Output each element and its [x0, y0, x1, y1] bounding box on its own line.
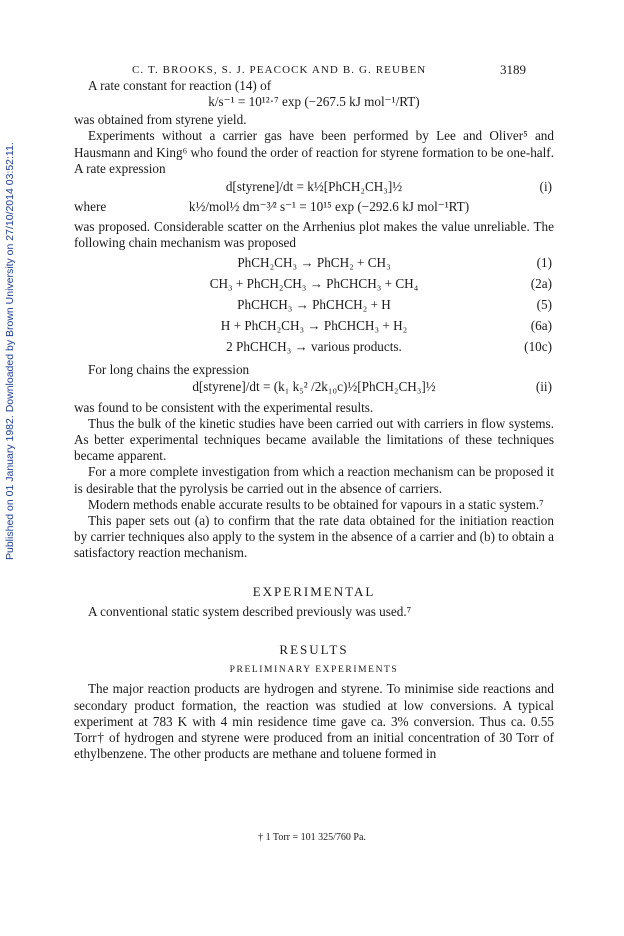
paragraph: A conventional static system described previously was used.⁷: [88, 603, 412, 619]
section-heading-results: RESULTS: [279, 642, 349, 658]
equation-tag: (1): [536, 255, 552, 271]
mechanism-step: [74, 297, 554, 318]
equation-tag: (i): [539, 179, 552, 195]
equation-ii: d[styrene]/dt = (k₁ k₅² /2k₁₀c)½[PhCH₂CH₃]½ (ii): [192, 378, 552, 394]
reaction-equation: PhCH₂CH₃ → PhCH₂ + CH₃: [237, 255, 391, 271]
paragraph: For long chains the expression: [88, 362, 250, 378]
reaction-equation: CH₃ + PhCH₂CH₃ → PhCHCH₃ + CH₄: [209, 276, 419, 292]
equation-tag: (10c): [524, 339, 552, 355]
equation-tag: (6a): [530, 318, 552, 334]
reaction-equation: 2 PhCHCH₃ → various products.: [226, 339, 402, 355]
equation-tag: (ii): [535, 378, 552, 394]
paragraph: Experiments without a carrier gas have been performed by Lee and Oliver⁵ and Hausmann and King⁶ who found the order of reaction for styrene formation to be one-half. A rate expression: [74, 128, 554, 176]
equation-i: d[styrene]/dt = k½[PhCH₂CH₃]½ (i): [225, 179, 552, 195]
reaction-mechanism: [74, 255, 554, 360]
paragraph: Modern methods enable accurate results to be obtained for vapours in a static system.⁷: [88, 496, 544, 512]
equation-rate-constant: k/s⁻¹ = 10¹²·⁷ exp (−267.5 kJ mol⁻¹/RT): [208, 94, 420, 110]
mechanism-step: [74, 276, 554, 297]
section-heading-experimental: EXPERIMENTAL: [252, 583, 376, 599]
mechanism-step: [74, 255, 554, 276]
mechanism-step: [74, 318, 554, 339]
paragraph: Thus the bulk of the kinetic studies have been carried out with carriers in flow systems. As better experimental techniques became available the limitations of these techniques became apparent.: [74, 415, 554, 464]
mechanism-step: [74, 339, 554, 360]
footnote: † 1 Torr = 101 325/760 Pa.: [258, 832, 366, 843]
paragraph: This paper sets out (a) to confirm that the rate data obtained for the initiation reaction by carrier techniques also apply to the system in the absence of a carrier and (b) to obtain a satisfactory reaction mechanism.: [74, 513, 554, 561]
subsection-heading-preliminary: PRELIMINARY EXPERIMENTS: [229, 665, 399, 676]
equation-tag: (2a): [530, 276, 552, 292]
reaction-equation: H + PhCH₂CH₃ → PhCHCH₃ + H₂: [220, 318, 408, 334]
where-label: where: [74, 199, 107, 215]
download-watermark: Published on 01 January 1982. Downloaded by Brown University on 27/10/2014 03:52:11.: [4, 142, 16, 560]
paragraph: was found to be consistent with the experimental results.: [74, 399, 374, 415]
paragraph: was proposed. Considerable scatter on the Arrhenius plot makes the value unreliable. The following chain mechanism was proposed: [74, 219, 554, 251]
equation-i-constant: where k½/mol½ dm⁻³⁄² s⁻¹ = 10¹⁵ exp (−292.6 kJ mol⁻¹RT): [74, 199, 470, 215]
paragraph: For a more complete investigation from which a reaction mechanism can be proposed it is desirable that the pyrolysis be carried out in the absence of carriers.: [74, 464, 554, 496]
page-number: 3189: [500, 62, 526, 77]
equation-tag: (5): [536, 297, 552, 313]
article-body: [74, 78, 554, 762]
reaction-equation: PhCHCH₃ → PhCHCH₂ + H: [237, 297, 391, 313]
paragraph: The major reaction products are hydrogen and styrene. To minimise side reactions and secondary product formation, the reaction was studied at low conversions. A typical experiment at 783 K with 4 min residence time gave ca. 3% conversion. Thus ca. 0.55 Torr† of hydrogen and styrene were produced from an initial concentration of 30 Torr of ethylbenzene. The other products are methane and toluene formed in: [74, 681, 554, 762]
paragraph: was obtained from styrene yield.: [74, 112, 247, 128]
running-header: C. T. BROOKS, S. J. PEACOCK AND B. G. REUBEN: [132, 64, 427, 76]
paragraph: A rate constant for reaction (14) of: [88, 78, 272, 93]
